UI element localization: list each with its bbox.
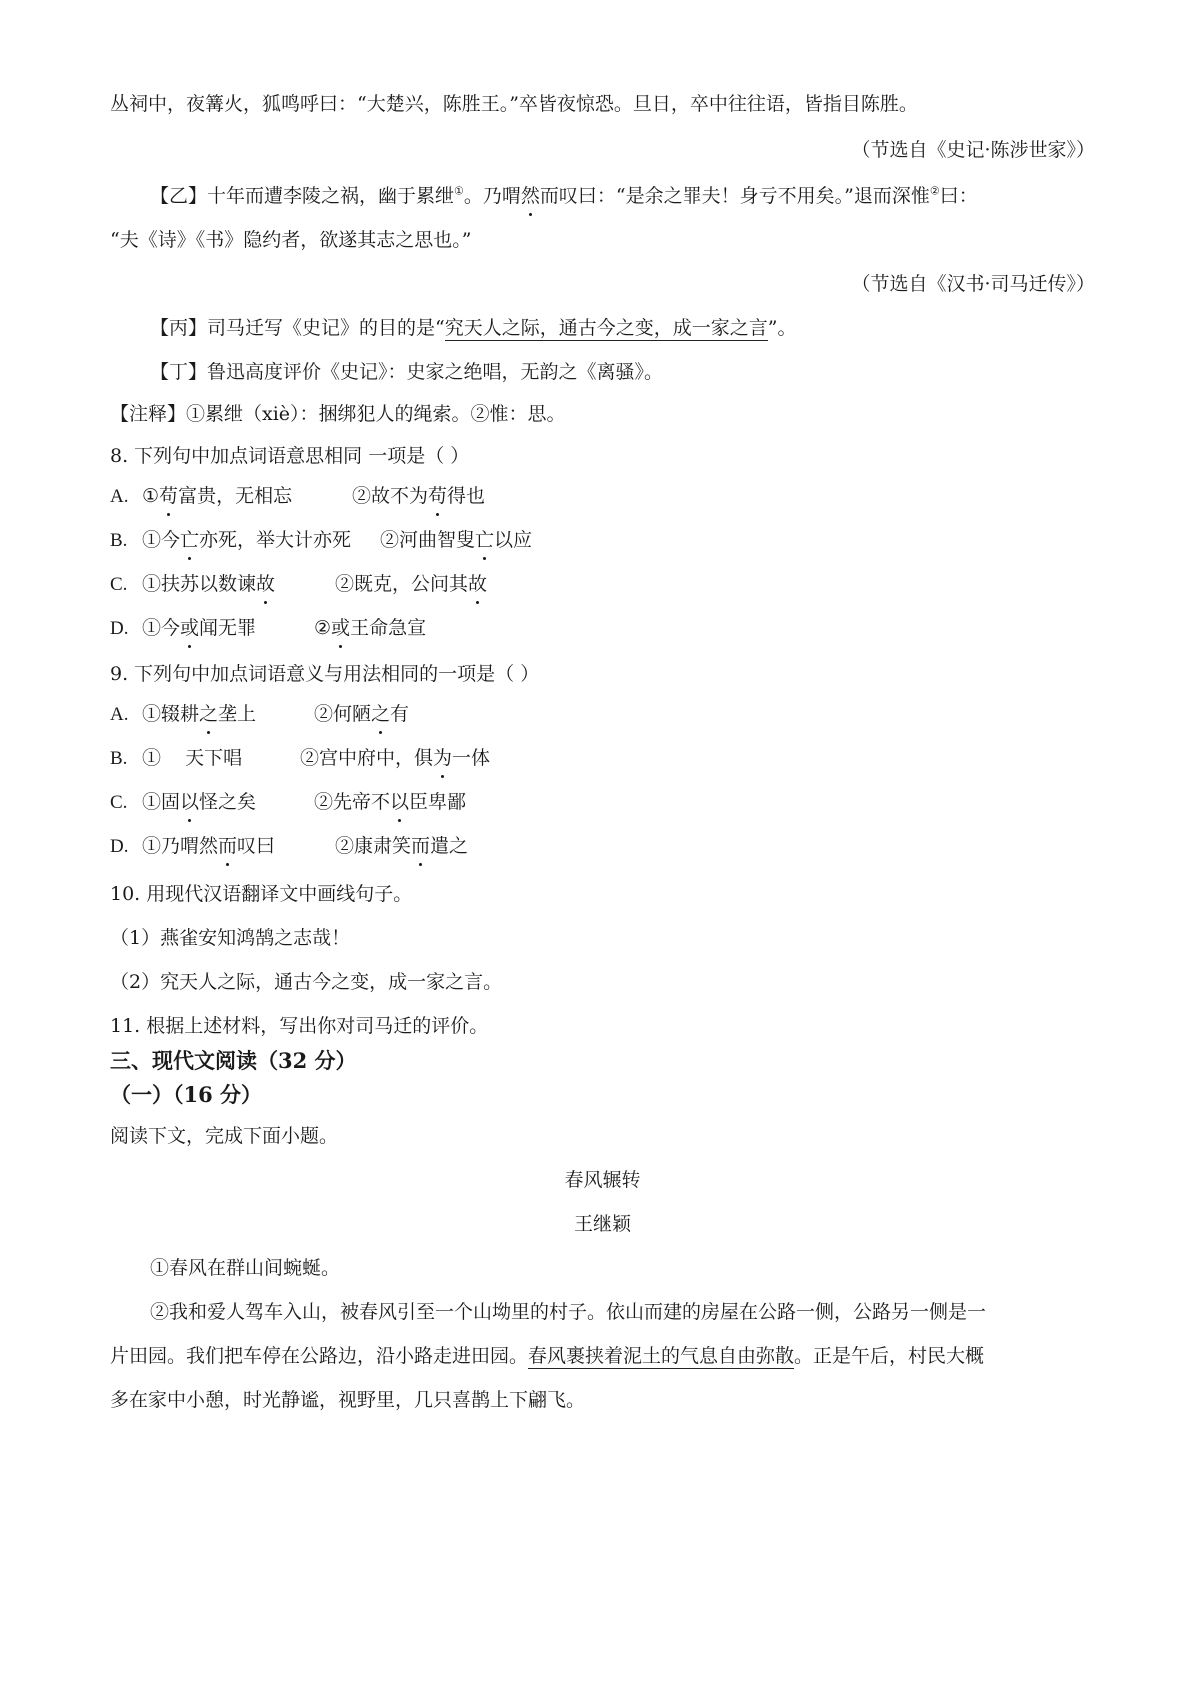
article-paragraph-2-line3: 多在家中小憩，时光静谧，视野里，几只喜鹊上下翩飞。	[110, 1389, 586, 1411]
text: 。乃喟	[463, 185, 521, 207]
section-heading: 三、现代文阅读（32 分）	[110, 1048, 357, 1073]
q9-option-d	[110, 832, 1095, 861]
text: 亦死，举大计亦死	[199, 529, 352, 551]
text: ①乃喟然	[142, 835, 219, 857]
text: 有	[390, 703, 410, 725]
article-paragraph-1: ①春风在群山间蜿蜒。	[150, 1257, 341, 1279]
option-label: B.	[110, 748, 128, 769]
text: ①	[142, 485, 160, 507]
dotted-word: 或	[180, 614, 199, 642]
text: 遣之	[430, 835, 469, 857]
option-label: A.	[110, 486, 129, 507]
text: ①固	[142, 791, 181, 813]
question-10-stem: 10. 用现代汉语翻译文中画线句子。	[110, 883, 413, 905]
text: 叹曰	[237, 835, 276, 857]
dotted-word: 或	[331, 614, 350, 642]
q9-option-b	[110, 744, 1095, 773]
dotted-word: 亡	[180, 526, 199, 554]
q10-sentence-2: （2）究天人之际，通古今之变，成一家之言。	[110, 971, 503, 993]
dotted-word: 故	[256, 570, 275, 598]
dotted-word: 而	[411, 832, 430, 860]
subsection-heading: （一）（16 分）	[110, 1082, 263, 1107]
text: 臣卑鄙	[409, 791, 467, 813]
dotted-word: 而	[218, 832, 237, 860]
article-paragraph-2-line2	[110, 1342, 1095, 1370]
option-label: D.	[110, 618, 129, 639]
footnote-marker: ②	[929, 184, 940, 198]
article-title: 春风辗转	[564, 1169, 641, 1191]
text: ②故不为	[352, 485, 429, 507]
dotted-word: 以	[390, 788, 409, 816]
option-label: A.	[110, 704, 129, 725]
underlined-sentence: 春风裹挟着泥土的气息自由弥散	[528, 1345, 795, 1367]
dotted-word: 亡	[475, 526, 494, 554]
text: ”。	[767, 317, 797, 339]
question-9-stem: 9. 下列句中加点词语意义与用法相同的一项是（ ）	[110, 663, 540, 685]
passage-yi-line2: “夫《诗》《书》隐约者，欲遂其志之思也。”	[110, 229, 472, 251]
q8-option-b	[110, 526, 1095, 555]
source-citation: （节选自《汉书·司马迁传》）	[851, 273, 1095, 295]
text: ① 天下唱	[142, 747, 243, 769]
dotted-word: 故	[468, 570, 487, 598]
text: 怪之矣	[199, 791, 257, 813]
q9-option-c	[110, 788, 1095, 817]
dotted-word: 然	[521, 182, 540, 210]
q8-option-d	[110, 614, 1095, 643]
text: ②康肃笑	[335, 835, 412, 857]
text: 【乙】十年而遭李陵之祸，幽于累绁	[150, 185, 455, 207]
reading-instruction: 阅读下文，完成下面小题。	[110, 1125, 339, 1147]
question-8-stem: 8. 下列句中加点词语意思相同 一项是（ ）	[110, 445, 470, 467]
text: ②既克，公问其	[335, 573, 469, 595]
text: 闻无罪	[199, 617, 257, 639]
text: 得也	[447, 485, 486, 507]
dotted-word: 之	[199, 700, 218, 728]
option-label: D.	[110, 836, 129, 857]
question-11-stem: 11. 根据上述材料，写出你对司马迁的评价。	[110, 1015, 489, 1037]
passage-line: 丛祠中，夜篝火，狐鸣呼曰：“大楚兴，陈胜王。”卒皆夜惊恐。旦日，卒中往往语，皆指目陈胜。	[110, 93, 918, 115]
dotted-word: 苟	[159, 482, 178, 510]
q10-sentence-1: （1）燕雀安知鸿鹄之志哉！	[110, 927, 351, 949]
option-label: C.	[110, 792, 128, 813]
text: ②河曲智叟	[380, 529, 476, 551]
text: 富贵，无相忘	[178, 485, 293, 507]
text: 垄上	[218, 703, 257, 725]
option-label: B.	[110, 530, 128, 551]
text: ①扶苏以数谏	[142, 573, 257, 595]
text: 而叹曰：“是余之罪夫！身亏不用矣。”退而深惟	[539, 185, 930, 207]
text: 以应	[494, 529, 533, 551]
dotted-word: 为	[433, 744, 452, 772]
text: ②何陋	[314, 703, 372, 725]
q8-option-c	[110, 570, 1095, 599]
q9-option-a	[110, 700, 1095, 729]
dotted-word: 以	[180, 788, 199, 816]
annotation-notes: 【注释】①累绁（xiè）：捆绑犯人的绳索。②惟：思。	[110, 403, 566, 425]
text: ①今	[142, 529, 181, 551]
source-citation: （节选自《史记·陈涉世家》）	[851, 139, 1095, 161]
passage-yi-line1	[150, 182, 1095, 210]
article-author: 王继颖	[573, 1213, 631, 1235]
q8-option-a	[110, 482, 1095, 511]
underlined-sentence: 究天人之际，通古今之变，成一家之言	[444, 317, 768, 339]
text: 片田园。我们把车停在公路边，沿小路走进田园。	[110, 1345, 529, 1367]
dotted-word: 苟	[428, 482, 447, 510]
text: ①今	[142, 617, 181, 639]
text: 【丙】司马迁写《史记》的目的是“	[150, 317, 445, 339]
footnote-marker: ①	[454, 184, 464, 198]
text: 一体	[452, 747, 491, 769]
text: ①辍耕	[142, 703, 200, 725]
passage-ding: 【丁】鲁迅高度评价《史记》：史家之绝唱，无韵之《离骚》。	[150, 361, 664, 383]
article-paragraph-2-line1: ②我和爱人驾车入山，被春风引至一个山坳里的村子。依山而建的房屋在公路一侧，公路另一侧是一	[150, 1301, 987, 1323]
text: 。正是午后，村民大概	[794, 1345, 985, 1367]
dotted-word: 之	[371, 700, 390, 728]
text: ②宫中府中，俱	[300, 747, 434, 769]
option-label: C.	[110, 574, 128, 595]
text: 王命急宣	[350, 617, 427, 639]
text: ②先帝不	[314, 791, 391, 813]
text: 曰：	[939, 185, 978, 207]
text: ②	[314, 617, 332, 639]
passage-bing	[150, 314, 1095, 342]
